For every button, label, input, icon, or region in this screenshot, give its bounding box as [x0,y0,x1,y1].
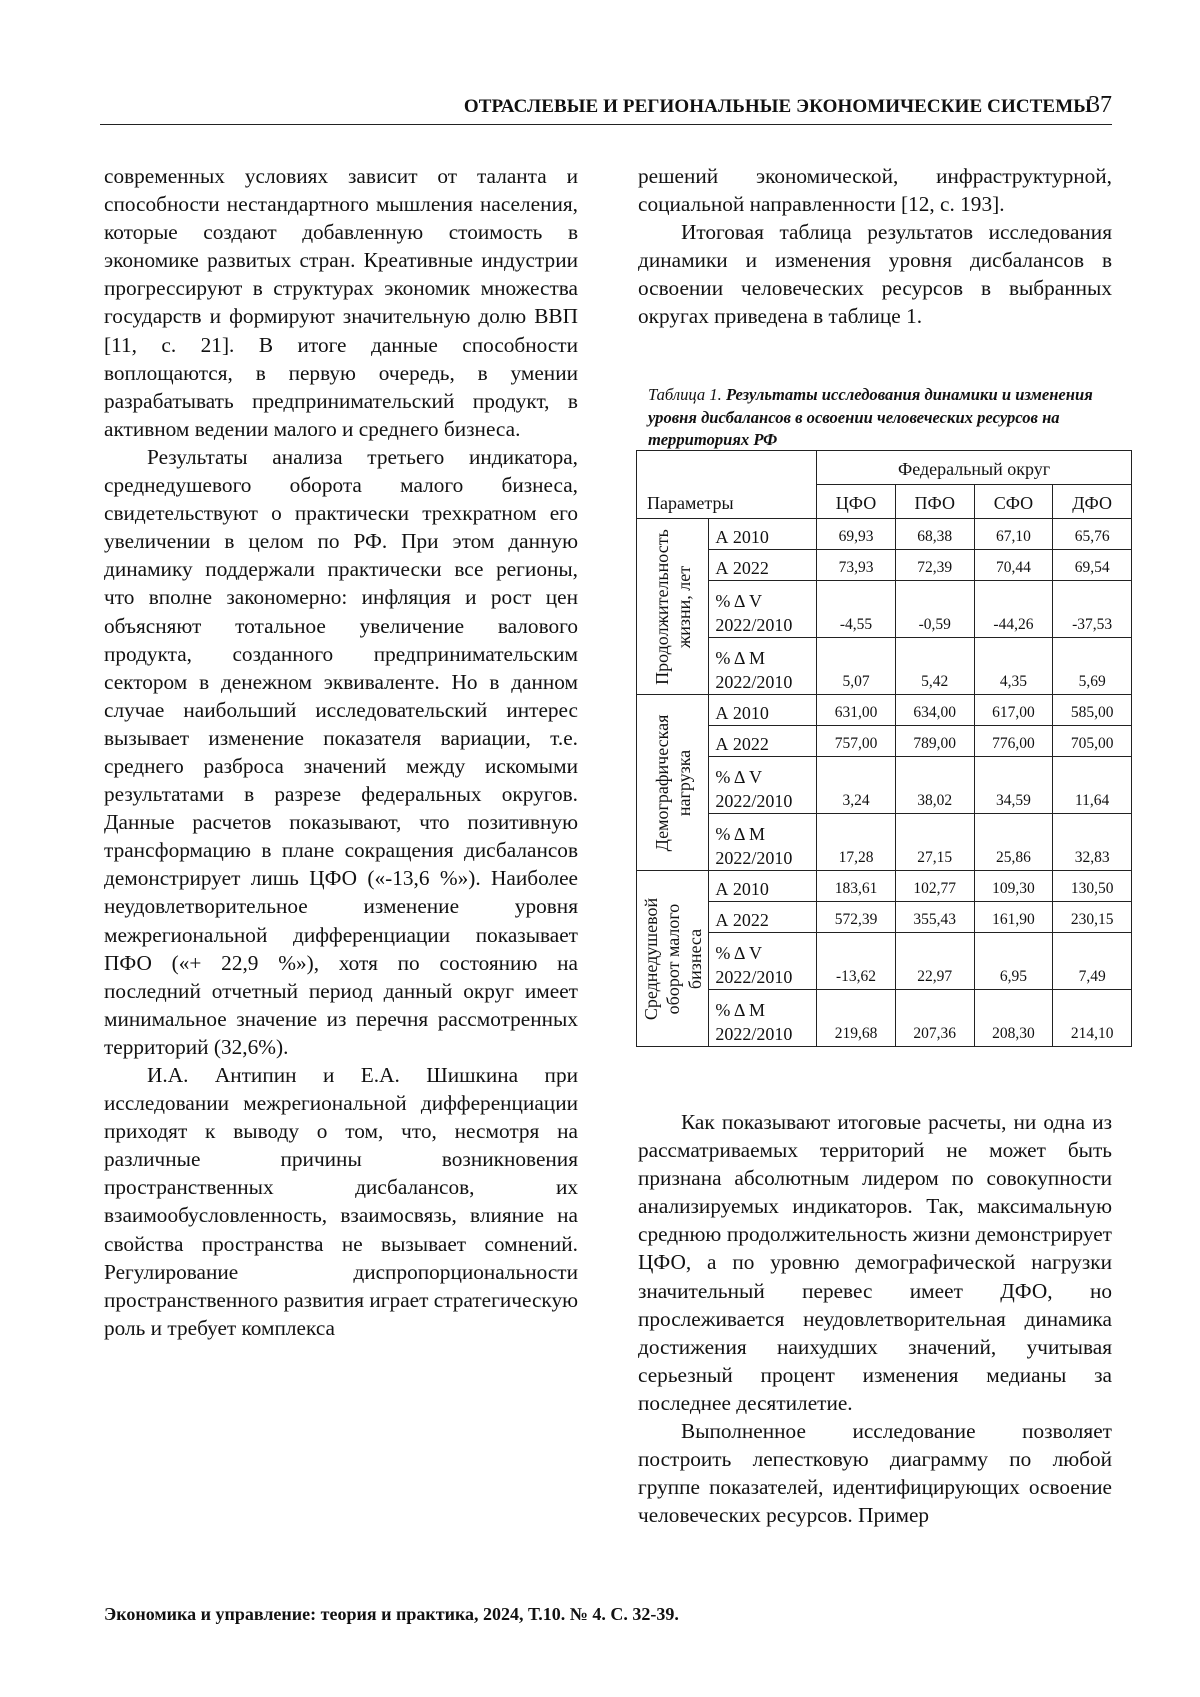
group-name-line: Демографическая [651,714,672,851]
value-cell: 67,10 [974,519,1053,550]
value-cell: -37,53 [1053,581,1132,638]
right-paragraph-2: Итоговая таблица результатов исследования динамики и изменения уровня дисбалансов в освоении человеческих ресурсов в выбранных округах приведена в таблице 1. [638,220,1112,329]
group-name-line: нагрузка [673,749,694,816]
table-row [637,757,1132,814]
value-cell: 705,00 [1053,726,1132,757]
value-cell: -44,26 [974,581,1053,638]
value-cell: 585,00 [1053,695,1132,726]
right-paragraph-1: решений экономической, инфраструктурной, социальной направленности [12, с. 193]. [638,164,1112,217]
group-name-cell [637,519,709,695]
value-cell: 130,50 [1053,871,1132,902]
group-name-line: Продолжительность [651,528,672,685]
district-name-cell: ДФО [1053,485,1132,519]
table-row [637,814,1132,871]
table-caption-label: Таблица 1. [648,385,722,404]
value-cell: 109,30 [974,871,1053,902]
value-cell: 161,90 [974,902,1053,933]
table-header-row [637,451,1132,485]
row-label-cell: % Δ V 2022/2010 [709,581,817,638]
row-label-cell: % Δ M 2022/2010 [709,990,817,1047]
value-cell: 355,43 [895,902,974,933]
value-cell: 25,86 [974,814,1053,871]
value-cell: 70,44 [974,550,1053,581]
value-cell: 214,10 [1053,990,1132,1047]
value-cell: 230,15 [1053,902,1132,933]
left-column [104,162,578,1342]
value-cell: 38,02 [895,757,974,814]
district-name-cell: ПФО [895,485,974,519]
row-label-cell: А 2022 [709,550,817,581]
value-cell: 4,35 [974,638,1053,695]
value-cell: 631,00 [817,695,896,726]
right-column-bottom [638,1108,1112,1529]
running-header [100,94,1112,125]
row-label-cell: % Δ M 2022/2010 [709,638,817,695]
row-label-cell: А 2010 [709,695,817,726]
table-row [637,990,1132,1047]
district-name-cell: СФО [974,485,1053,519]
value-cell: 22,97 [895,933,974,990]
value-cell: 17,28 [817,814,896,871]
district-name-cell: ЦФО [817,485,896,519]
group-name-line: бизнеса [684,928,705,989]
group-name-cell [637,871,709,1047]
value-cell: 572,39 [817,902,896,933]
group-name-line: Среднедушевой [640,897,661,1020]
row-label-cell: % Δ V 2022/2010 [709,933,817,990]
right-paragraph-4: Выполненное исследование позволяет построить лепестковую диаграмму по любой группе показателей, идентифицирующих освоение человеческих ресурсов. Пример [638,1419,1112,1528]
value-cell: 5,42 [895,638,974,695]
param-header-cell: Параметры [637,451,817,519]
value-cell: 6,95 [974,933,1053,990]
value-cell: 5,69 [1053,638,1132,695]
row-label-cell: А 2022 [709,726,817,757]
table-row [637,695,1132,726]
value-cell: 776,00 [974,726,1053,757]
district-header-cell: Федеральный округ [817,451,1132,485]
table-row [637,638,1132,695]
value-cell: 69,54 [1053,550,1132,581]
group-name-label [640,897,706,1019]
table-row [637,550,1132,581]
value-cell: 3,24 [817,757,896,814]
value-cell: -4,55 [817,581,896,638]
value-cell: 69,93 [817,519,896,550]
row-label-cell: % Δ V 2022/2010 [709,757,817,814]
group-name-label [651,714,695,851]
value-cell: 34,59 [974,757,1053,814]
group-name-label [651,529,695,685]
table-row [637,871,1132,902]
value-cell: 183,61 [817,871,896,902]
value-cell: 72,39 [895,550,974,581]
table-row [637,933,1132,990]
left-paragraph-3: И.А. Антипин и Е.А. Шишкина при исследовании межрегиональной дифференциации приходят к выводу о том, что, несмотря на различные причины возникновения пространственных дисбалансов, их взаимообусловленность, взаимосвязь, влияние на свойства пространства не вызывает сомнений. Регулирование диспропорциональности пространственного развития играет стратегическую роль и требует комплекса [104,1063,578,1340]
value-cell: 7,49 [1053,933,1132,990]
group-name-line: жизни, лет [673,565,694,648]
value-cell: 65,76 [1053,519,1132,550]
left-paragraph-2: Результаты анализа третьего индикатора, среднедушевого оборота малого бизнеса, свидетельствуют о практически трехкратном его увеличении в целом по РФ. При этом данную динамику поддержали практически все регионы, что вполне закономерно: инфляция и рост цен объясняют тотальное увеличение валового продукта, созданного предпринимательским сектором в денежном эквиваленте. Но в данном случае наибольший исследовательский интерес вызывает изменение показателя вариации, т.е. среднего разброса значений между искомыми результатами в разрезе федеральных округов. Данные расчетов показывают, что позитивную трансформацию в плане сокращения дисбалансов демонстрирует лишь ЦФО («-13,6 %»). Наиболее неудовлетворительное изменение уровня межрегиональной дифференциации показывает ПФО («+ 22,9 %»), хотя по состоянию на последний отчетный период данный округ имеет минимальное значение из перечня рассмотренных территорий (32,6%). [104,444,578,1059]
value-cell: 27,15 [895,814,974,871]
value-cell: 207,36 [895,990,974,1047]
value-cell: 219,68 [817,990,896,1047]
value-cell: 789,00 [895,726,974,757]
page-number: 37 [1088,92,1112,118]
left-paragraph-1: современных условиях зависит от таланта и способности нестандартного мышления населения, которые создают добавленную стоимость в экономике развитых стран. Креативные индустрии прогрессируют в структурах экономик множества государств и формируют значительную долю ВВП [11, с. 21]. В итоге данные способности воплощаются, в первую очередь, в умении разрабатывать предпринимательский продукт, в активном ведении малого и среднего бизнеса. [104,164,578,441]
table-row [637,902,1132,933]
value-cell: -13,62 [817,933,896,990]
table-row [637,519,1132,550]
table-row [637,726,1132,757]
value-cell: 32,83 [1053,814,1132,871]
right-paragraph-3: Как показывают итоговые расчеты, ни одна из рассматриваемых территорий не может быть признана абсолютным лидером по совокупности анализируемых индикаторов. Так, максимальную среднюю продолжительность жизни демонстрирует ЦФО, а по уровню демографической нагрузки значительный перевес имеет ДФО, но прослеживается неудовлетворительная динамика достижения наихудших значений, учитывая серьезный процент изменения медианы за последнее десятилетие. [638,1110,1112,1415]
value-cell: 617,00 [974,695,1053,726]
group-name-cell [637,695,709,871]
table-caption-title: Результаты исследования динамики и изменения уровня дисбалансов в освоении человеческих ресурсов на территориях РФ [648,385,1093,449]
row-label-cell: А 2010 [709,519,817,550]
value-cell: 11,64 [1053,757,1132,814]
journal-section-title: ОТРАСЛЕВЫЕ И РЕГИОНАЛЬНЫЕ ЭКОНОМИЧЕСКИЕ СИСТЕМЫ [463,96,1092,117]
footer-citation: Экономика и управление: теория и практика, 2024, Т.10. № 4. С. 32-39. [104,1604,679,1624]
value-cell: 73,93 [817,550,896,581]
row-label-cell: А 2010 [709,871,817,902]
right-column-top [638,162,1112,331]
group-name-line: оборот малого [662,903,683,1014]
value-cell: -0,59 [895,581,974,638]
row-label-cell: А 2022 [709,902,817,933]
value-cell: 5,07 [817,638,896,695]
value-cell: 757,00 [817,726,896,757]
table-caption [648,384,1108,452]
results-table [636,450,1132,1047]
row-label-cell: % Δ M 2022/2010 [709,814,817,871]
value-cell: 102,77 [895,871,974,902]
value-cell: 68,38 [895,519,974,550]
value-cell: 634,00 [895,695,974,726]
table-row [637,581,1132,638]
value-cell: 208,30 [974,990,1053,1047]
